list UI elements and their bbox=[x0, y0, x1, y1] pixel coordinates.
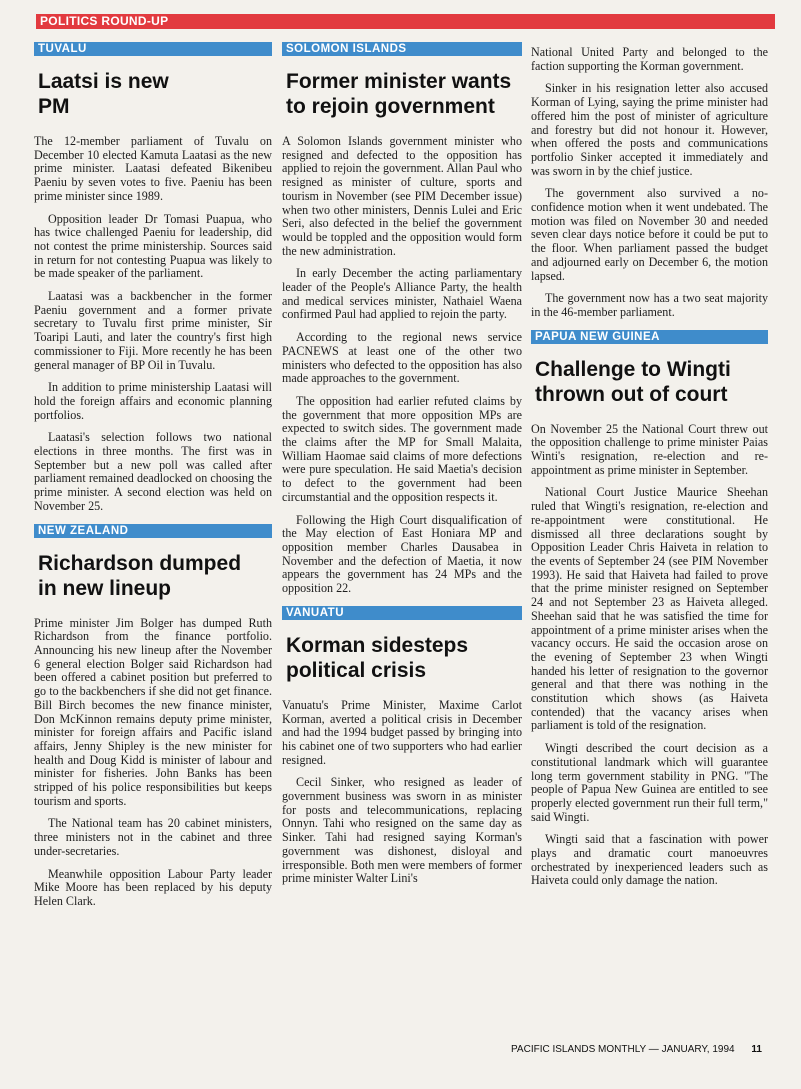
headline-tuvalu: Laatsi is new PM bbox=[38, 70, 169, 118]
headline-solomon-islands: Former minister wants to rejoin government bbox=[286, 70, 512, 118]
paragraph: The opposition had earlier refuted claims by the government that more opposition MPs are expected to switch sides. The government made the claims after the MP for Small Malaita, William Haomae said claims of more defections were pure speculation. He said Maetia's decision to defect to the government had been circumstantial and the opposition respects it. bbox=[282, 393, 522, 504]
paragraph: Laatasi was a backbencher in the former Paeniu government and a former private secretary to Tuvalu first prime minister, Sir Toaripi Lauti, and later the country's first high commissioner to Fiji. More recently he has been general manager of BP Oil in Tuvalu. bbox=[34, 289, 272, 372]
paragraph: Opposition leader Dr Tomasi Puapua, who has twice challenged Paeniu for leadership, did not contest the prime ministership. Sources said in return for not contesting Puapua was likely to be made speaker of the parliament. bbox=[34, 211, 272, 281]
paragraph: On November 25 the National Court threw out the opposition challenge to prime minister Paias Winti's resignation, re-election and re-appointment as prime minister in September. bbox=[531, 421, 768, 477]
paragraph: Laatasi's selection follows two national elections in three months. The first was in September but a new poll was called after parliament remained deadlocked on choosing the prime minister. A second election was held on November 25. bbox=[34, 430, 272, 513]
paragraph: Prime minister Jim Bolger has dumped Ruth Richardson from the finance portfolio. Announcing his new lineup after the November 6 general election Bolger said Richardson had been offered a cabinet position but preferred to go to the backbenchers if she did not get finance. Bill Birch becomes the new finance minister, Don McKinnon remains deputy prime minister, minister for foreign affairs and Pacific island affairs, Jenny Shipley is the new minister for health and Doug Kidd is minister of labour and minister for fisheries. John Banks has been stripped of his police responsibilities but keeps tourism and sports. bbox=[34, 615, 272, 808]
paragraph: Wingti described the court decision as a constitutional landmark which will guarantee long term government stability in PNG. "The people of Papua New Guinea are entitled to see properly elected government run their full term," said Wingti. bbox=[531, 741, 768, 824]
page-number: 11 bbox=[751, 1044, 762, 1055]
headline-vanuatu: Korman sidesteps political crisis bbox=[286, 633, 469, 682]
paragraph: In addition to prime ministership Laatasi will hold the foreign affairs and economic planning portfolios. bbox=[34, 380, 272, 422]
paragraph: The National team has 20 cabinet ministers, three ministers not in the cabinet and three under-secretaries. bbox=[34, 816, 272, 858]
paragraph: Following the High Court disqualification of the May election of East Honiara MP and opposition member Charles Dausabea in November and the defection of Maetia, it now appears the government has 24 MPs and the opposition 22. bbox=[282, 512, 522, 596]
region-label-papua-new-guinea: PAPUA NEW GUINEA bbox=[531, 330, 768, 344]
paragraph: Vanuatu's Prime Minister, Maxime Carlot Korman, averted a political crisis in December and had the 1994 budget passed by bringing into his cabinet one of two supporters who had earlier resigned. bbox=[282, 697, 522, 767]
paragraph: National Court Justice Maurice Sheehan ruled that Wingti's resignation, re-election and re-appointment were constitutional. He dismissed all three declarations sought by Opposition Leader Chris Haiveta in relation to the events of September 24 (see PIM November 1993). He said that Haiveta had failed to prove that the prime minister resigned on September 24 and not September 23 as Haiveta alleged. Sheehan said that he was satisfied the time for appointment of a prime minister arises when the vacancy occurs. He said the occasion arose on the evening of September 23 when Wingti handed his letter of resignation to the governor general and that there was nothing in the constitution which shows (as Haiveta contended) that the vacancy arises when parliament is told of the resignation. bbox=[531, 485, 768, 733]
paragraph: National United Party and belonged to the faction supporting the Korman government. bbox=[531, 45, 768, 73]
paragraph: A Solomon Islands government minister who resigned and defected to the opposition has applied to rejoin the government. Allan Paul who resigned as minister of culture, sports and tourism in November (see PIM December issue) when two other ministers, Dennis Lulei and Eric Seri, also defected in the belief the government would be toppled and the opposition would form the new administration. bbox=[282, 134, 522, 258]
region-label-tuvalu: TUVALU bbox=[34, 42, 272, 56]
paragraph: The 12-member parliament of Tuvalu on December 10 elected Kamuta Laatasi as the new prime minister. Laatasi defeated Bikenibeu Paeniu by seven votes to five. Paeniu has been prime minister since 1989. bbox=[34, 134, 272, 203]
paragraph: According to the regional news service PACNEWS at least one of the other two ministers who defected to the opposition has also made approaches to the government. bbox=[282, 330, 522, 386]
region-label-vanuatu: VANUATU bbox=[282, 606, 522, 620]
column-1 bbox=[34, 42, 272, 918]
column-2 bbox=[282, 42, 522, 895]
paragraph: The government also survived a no-confidence motion when it went undebated. The motion was filed on November 30 and needed seven clear days notice before it could be put to the floor. When parliament passed the budget and adjourned early on December 6, the motion lapsed. bbox=[531, 186, 768, 283]
paragraph: The government now has a two seat majority in the 46-member parliament. bbox=[531, 291, 768, 319]
paragraph: Wingti said that a fascination with power plays and dramatic court manoeuvres orchestrated by inexperienced leaders such as Haiveta could only damage the nation. bbox=[531, 832, 768, 888]
publication-line: PACIFIC ISLANDS MONTHLY — JANUARY, 1994 bbox=[511, 1044, 735, 1055]
paragraph: Cecil Sinker, who resigned as leader of government business was sworn in as minister for posts and telecommunications, replacing Onnyn. Tahi who resigned on the same day as Sinker. Tahi had resigned saying Korman's government was dishonest, disloyal and irresponsible. Both men were members of former prime minister Walter Lini's bbox=[282, 775, 522, 886]
paragraph: Sinker in his resignation letter also accused Korman of Lying, saying the prime minister had offered him the post of minister of agriculture and forestry but did not honour it. However, when offered the posts and communications portfolio Sinker accepted it immediately and was sworn in by the chief justice. bbox=[531, 81, 768, 178]
paragraph: In early December the acting parliamentary leader of the People's Alliance Party, the health and medical services minister, Nathaiel Waena confirmed Paul had applied to rejoin the party. bbox=[282, 266, 522, 322]
page-footer bbox=[511, 1044, 762, 1055]
headline-new-zealand: Richardson dumped in new lineup bbox=[38, 551, 242, 600]
section-banner: POLITICS ROUND-UP bbox=[36, 14, 775, 29]
region-label-new-zealand: NEW ZEALAND bbox=[34, 524, 272, 538]
headline-papua-new-guinea: Challenge to Wingti thrown out of court bbox=[535, 357, 731, 406]
column-3 bbox=[531, 46, 768, 897]
region-label-solomon-islands: SOLOMON ISLANDS bbox=[282, 42, 522, 56]
paragraph: Meanwhile opposition Labour Party leader Mike Moore has been replaced by his deputy Helen Clark. bbox=[34, 866, 272, 908]
